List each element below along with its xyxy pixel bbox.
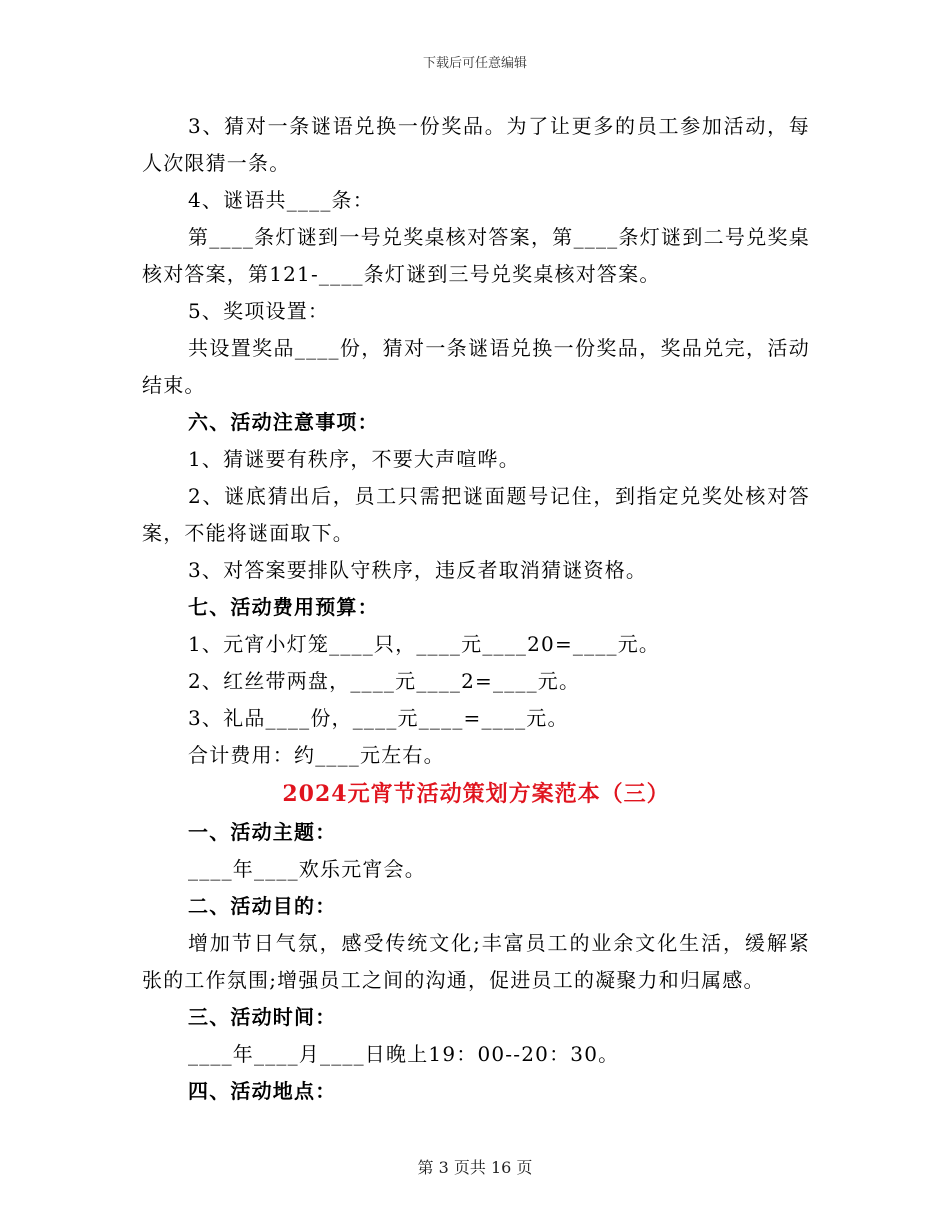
section-heading: 六、活动注意事项： bbox=[188, 410, 379, 434]
section-heading: 七、活动费用预算： bbox=[188, 595, 379, 619]
paragraph: 共设置奖品____份，猜对一条谜语兑换一份奖品，奖品兑完，活动结束。 bbox=[142, 336, 810, 397]
paragraph: 3、礼品____份，____元____=____元。 bbox=[188, 706, 569, 730]
paragraph: 5、奖项设置： bbox=[188, 299, 330, 323]
page-footer: 第 3 页共 16 页 bbox=[417, 1158, 533, 1177]
paragraph: ____年____欢乐元宵会。 bbox=[188, 857, 426, 881]
paragraph: 合计费用：约____元左右。 bbox=[188, 743, 445, 767]
section-heading: 一、活动主题： bbox=[188, 820, 337, 844]
section-heading: 二、活动目的： bbox=[188, 894, 337, 918]
paragraph: 1、元宵小灯笼____只，____元____20=____元。 bbox=[188, 632, 661, 656]
paragraph: 2、谜底猜出后，员工只需把谜面题号记住，到指定兑奖处核对答案，不能将谜面取下。 bbox=[142, 484, 810, 545]
paragraph: 3、猜对一条谜语兑换一份奖品。为了让更多的员工参加活动，每人次限猜一条。 bbox=[142, 114, 810, 175]
paragraph: 3、对答案要排队守秩序，违反者取消猜谜资格。 bbox=[188, 558, 648, 582]
paragraph: 1、猜谜要有秩序，不要大声喧哗。 bbox=[188, 447, 520, 471]
page-header: 下载后可任意编辑 bbox=[422, 56, 527, 71]
paragraph: 2、红丝带两盘，____元____2=____元。 bbox=[188, 669, 581, 693]
section-heading: 四、活动地点： bbox=[188, 1079, 337, 1103]
paragraph: 第____条灯谜到一号兑奖桌核对答案，第____条灯谜到二号兑奖桌核对答案，第121-____条灯谜到三号兑奖桌核对答案。 bbox=[142, 225, 810, 286]
paragraph: 增加节日气氛，感受传统文化;丰富员工的业余文化生活，缓解紧张的工作氛围;增强员工之间的沟通，促进员工的凝聚力和归属感。 bbox=[142, 931, 810, 992]
section-heading: 三、活动时间： bbox=[188, 1005, 337, 1029]
paragraph: ____年____月____日晚上19：00--20：30。 bbox=[188, 1042, 620, 1066]
document-body bbox=[142, 108, 810, 1110]
document-title: 2024元宵节活动策划方案范本（三） bbox=[282, 781, 670, 807]
paragraph: 4、谜语共____条： bbox=[188, 188, 374, 212]
